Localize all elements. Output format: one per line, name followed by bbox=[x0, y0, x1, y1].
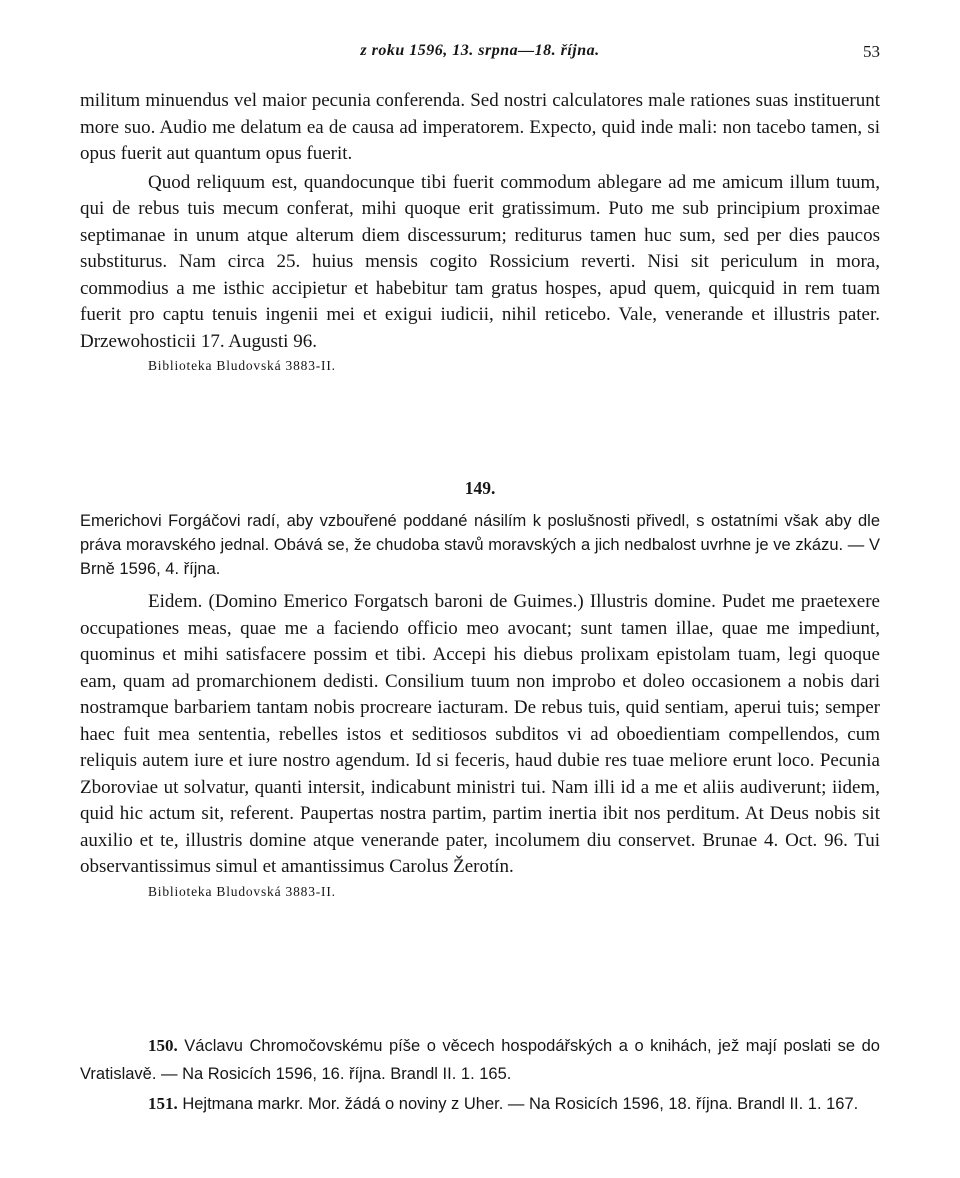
letter-149-section bbox=[80, 478, 880, 900]
letter-summary-text: Hejtmana markr. Mor. žádá o noviny z Uher. — Na Rosicích 1596, 18. října. Brandl II. 1. 167. bbox=[182, 1095, 859, 1113]
continuation-paragraph: militum minuendus vel maior pecunia conferenda. Sed nostri calculatores male rationes suas instituerunt more suo. Audio me delatum ea de causa ad imperatorem. Expecto, quid inde mali: non tacebo tamen, si opus fuerit aut quantum opus fuerit. bbox=[80, 90, 880, 164]
letter-regest: Emerichovi Forgáčovi radí, aby vzbouřené poddané násilím k poslušnosti přivedl, s ostatními však aby dle práva moravského jednal. Obává se, že chudoba stavů moravských a jich nedbalost uvrhne je ve zkázu. — V Brně 1596, 4. října. bbox=[80, 512, 880, 578]
letter-151-section bbox=[80, 1090, 880, 1118]
source-citation: Biblioteka Bludovská 3883-II. bbox=[148, 358, 336, 373]
continuation-section bbox=[80, 88, 880, 374]
letter-number: 149. bbox=[464, 478, 496, 498]
source-citation: Biblioteka Bludovská 3883-II. bbox=[148, 883, 336, 899]
letter-number: 150. bbox=[148, 1036, 178, 1055]
letter-150-section bbox=[80, 1032, 880, 1088]
page-header bbox=[0, 42, 960, 66]
letter-body: Eidem. (Domino Emerico Forgatsch baroni de Guimes.) Illustris domine. Pudet me praetexere occupationes meas, quae me a faciendo officio meo avocant; sunt tamen illae, quae me impediunt, quominus et mihi satisfacere possim et tibi. Accepi his diebus prolixam epistolam tuam, legi quoque eam, quam ad promarchionem dedisti. Consilium tuum non improbo et doleo occasionem a nobis dari nostramque barbariem tantam nobis procreare iacturam. De rebus tuis, quid sentiam, aperui tuis; semper haec fuit mea sententia, rebelles istos et seditiosos subditos vi ad oboedientiam compellendos, cum reliquis autem iure et iure nostro agendum. Id si feceris, haud dubie res tuae meliore erunt loco. Pecunia Zboroviae ut solvatur, quanti intersit, indicabunt ministri tui. Nam illi id a me et aliis audiverunt; iidem, quid hic actum sit, referent. Paupertas nostra partim, partim inertia ibit nos perditum. At Deus nobis sit auxilio et te, illustris domine atque venerande pater, incolumem diu conservet. Brunae 4. Oct. 96. Tui observantissimus simul et amantissimus Carolus Žerotín. bbox=[80, 591, 880, 877]
continuation-paragraph: Quod reliquum est, quandocunque tibi fuerit commodum ablegare ad me amicum illum tuum, qui de rebus tuis mecum conferat, mihi quoque erit gratissimum. Puto me sub principium proximae septimanae in unum atque alterum diem discessurum; rediturus tamen huc sum, sed per dies paucos substiturus. Nam circa 25. huius mensis cogito Rossicium reverti. Nisi sit periculum in mora, commodius a me isthic accipietur et habebitur tam gratus hospes, apud quem, quicquid in rem tuam fuerit pro captu tenuis ingenii mei et exigui iudicii, nihil reticebo. Vale, venerande et illustris pater. Drzewohosticii 17. Augusti 96. bbox=[80, 171, 880, 352]
letter-number: 151. bbox=[148, 1094, 178, 1113]
letter-summary bbox=[80, 1090, 880, 1118]
letter-summary-text: Václavu Chromočovskému píše o věcech hospodářských a o knihách, jež mají poslati se do Vratislavě. — Na Rosicích 1596, 16. října. Brandl II. 1. 165. bbox=[80, 1037, 880, 1083]
page-number: 53 bbox=[863, 42, 880, 61]
running-title: z roku 1596, 13. srpna—18. října. bbox=[360, 42, 600, 59]
letter-summary bbox=[80, 1032, 880, 1088]
